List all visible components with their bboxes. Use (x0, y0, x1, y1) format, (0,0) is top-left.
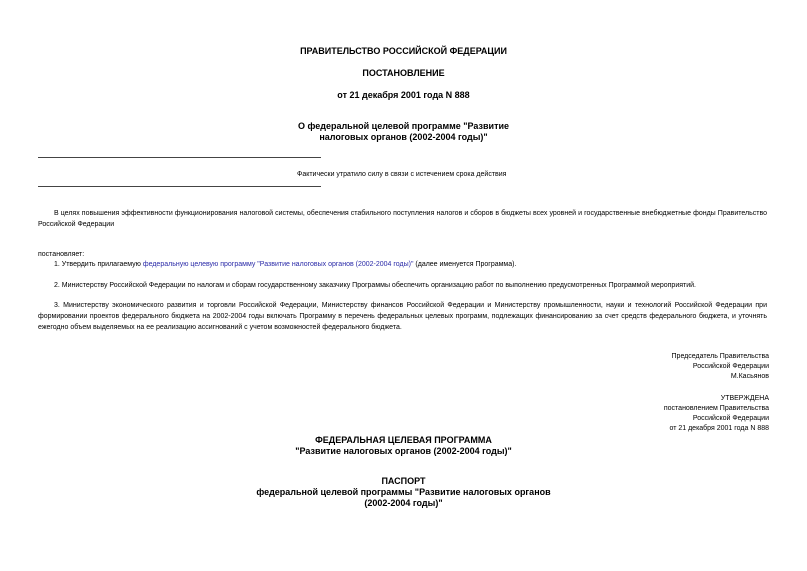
program-name: "Развитие налоговых органов (2002-2004 годы)" (295, 446, 512, 456)
divider-bottom (38, 186, 321, 187)
program-heading: ФЕДЕРАЛЬНАЯ ЦЕЛЕВАЯ ПРОГРАММА (315, 435, 492, 445)
item-1-text-before: 1. Утвердить прилагаемую (54, 261, 143, 268)
document-title-line2: налоговых органов (2002-2004 годы)" (319, 132, 488, 142)
item-3: 3. Министерству экономического развития и торговли Российской Федерации, Министерству финансов Российской Федерации и Министерству промышленности, науки и технологий Российской Федерации при формировании проектов федерального бюджета на 2002-2004 годы включать Программу в перечень федеральных целевых программ, подлежащих финансированию за счет средств федерального бюджета, и уточнять ежегодно объем выделяемых на ее реализацию ассигнований с учетом возможностей федерального бюджета. (38, 302, 767, 331)
document-type: ПОСТАНОВЛЕНИЕ (362, 68, 445, 78)
approved-date: от 21 декабря 2001 года N 888 (669, 425, 769, 432)
signature-block (672, 352, 769, 382)
item-1-text-after: (далее именуется Программа). (413, 261, 517, 268)
passport-title-line1: федеральной целевой программы "Развитие налоговых органов (256, 487, 551, 497)
divider-top (38, 157, 321, 158)
passport-title-line2: (2002-2004 годы)" (364, 498, 443, 508)
approved-country: Российской Федерации (692, 415, 769, 422)
program-link[interactable]: федеральную целевую программу "Развитие налоговых органов (2002-2004 годы)" (142, 261, 414, 268)
status-note: Фактически утратило силу в связи с истечением срока действия (297, 171, 507, 178)
signature-name: М.Касьянов (730, 373, 769, 380)
approved-by: постановлением Правительства (663, 405, 769, 412)
item-2: 2. Министерству Российской Федерации по налогам и сборам государственному заказчику Программы обеспечить организацию работ по выполнению предусмотренных Программой мероприятий. (54, 282, 696, 289)
signature-country: Российской Федерации (692, 363, 769, 370)
preamble-paragraph: В целях повышения эффективности функционирования налоговой системы, обеспечения стабильного поступления налогов и сборов в бюджеты всех уровней и государственные внебюджетные фонды Правительство Российской Федерации (38, 210, 767, 228)
document-title-line1: О федеральной целевой программе "Развитие (297, 121, 510, 131)
document-date-number: от 21 декабря 2001 года N 888 (337, 90, 470, 100)
decides-word: постановляет: (38, 251, 85, 258)
government-heading: ПРАВИТЕЛЬСТВО РОССИЙСКОЙ ФЕДЕРАЦИИ (300, 46, 507, 56)
passport-heading: ПАСПОРТ (381, 476, 426, 486)
approved-label: УТВЕРЖДЕНА (720, 395, 769, 402)
signature-position: Председатель Правительства (671, 353, 769, 360)
item-1 (54, 259, 516, 270)
approved-block (664, 394, 769, 434)
